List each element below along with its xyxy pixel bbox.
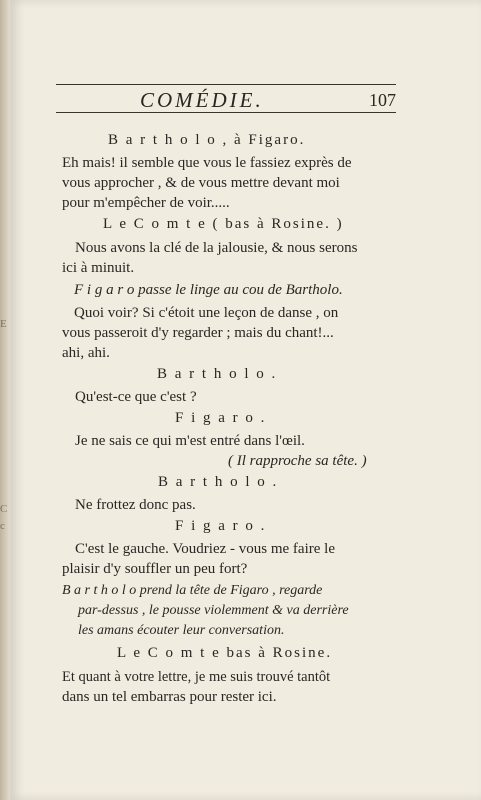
dialogue-line: Je ne sais ce qui m'est entré dans l'œil. [75, 433, 305, 449]
dialogue-line: vous passeroit d'y regarder ; mais du chant!... [62, 325, 334, 341]
dialogue-line: vous approcher , & de vous mettre devant moi [62, 175, 340, 191]
page-number: 107 [369, 90, 396, 110]
stage-direction: F i g a r o passe le linge au cou de Bartholo. [74, 282, 343, 298]
running-title: COMÉDIE. [140, 88, 264, 112]
dialogue-line: Ne frottez donc pas. [75, 497, 196, 513]
dialogue-line: plaisir d'y souffler un peu fort? [62, 561, 248, 577]
facing-page-edge-letter: E [0, 318, 7, 330]
dialogue-line: ici à minuit. [62, 260, 135, 276]
header-rule-top [56, 84, 396, 85]
dialogue-line: Nous avons la clé de la jalousie, & nous serons [75, 240, 358, 256]
speaker-heading: B a r t h o l o , à Figaro. [108, 132, 306, 148]
dialogue-line: Quoi voir? Si c'étoit une leçon de danse , on [74, 305, 339, 321]
dialogue-line: Et quant à votre lettre, je me suis trouvé tantôt [62, 669, 331, 685]
facing-page-edge-letter: c [0, 520, 5, 532]
speaker-heading: F i g a r o . [175, 518, 267, 534]
book-gutter [0, 0, 10, 800]
running-header [56, 84, 396, 114]
dialogue-line: ahi, ahi. [62, 345, 110, 361]
speaker-heading: F i g a r o . [175, 410, 267, 426]
speaker-heading: B a r t h o l o . [157, 366, 278, 382]
stage-direction: B a r t h o l o prend la tête de Figaro , regarde [62, 583, 323, 598]
stage-direction: par-dessus , le pousse violemment & va derrière [78, 603, 349, 618]
facing-page-edge-letter: C [0, 503, 8, 515]
speaker-heading: L e C o m t e bas à Rosine. [117, 645, 333, 661]
stage-direction: ( Il rapproche sa tête. ) [228, 453, 367, 469]
dialogue-line: dans un tel embarras pour rester ici. [62, 689, 277, 705]
speaker-heading: L e C o m t e ( bas à Rosine. ) [103, 216, 344, 232]
dialogue-line: Eh mais! il semble que vous le fassiez exprès de [62, 155, 352, 171]
dialogue-line: C'est le gauche. Voudriez - vous me faire le [75, 541, 335, 557]
stage-direction: les amans écouter leur conversation. [78, 623, 285, 638]
speaker-heading: B a r t h o l o . [158, 474, 279, 490]
dialogue-line: Qu'est-ce que c'est ? [75, 389, 197, 405]
dialogue-line: pour m'empêcher de voir..... [62, 195, 230, 211]
header-rule-bottom [56, 112, 396, 113]
